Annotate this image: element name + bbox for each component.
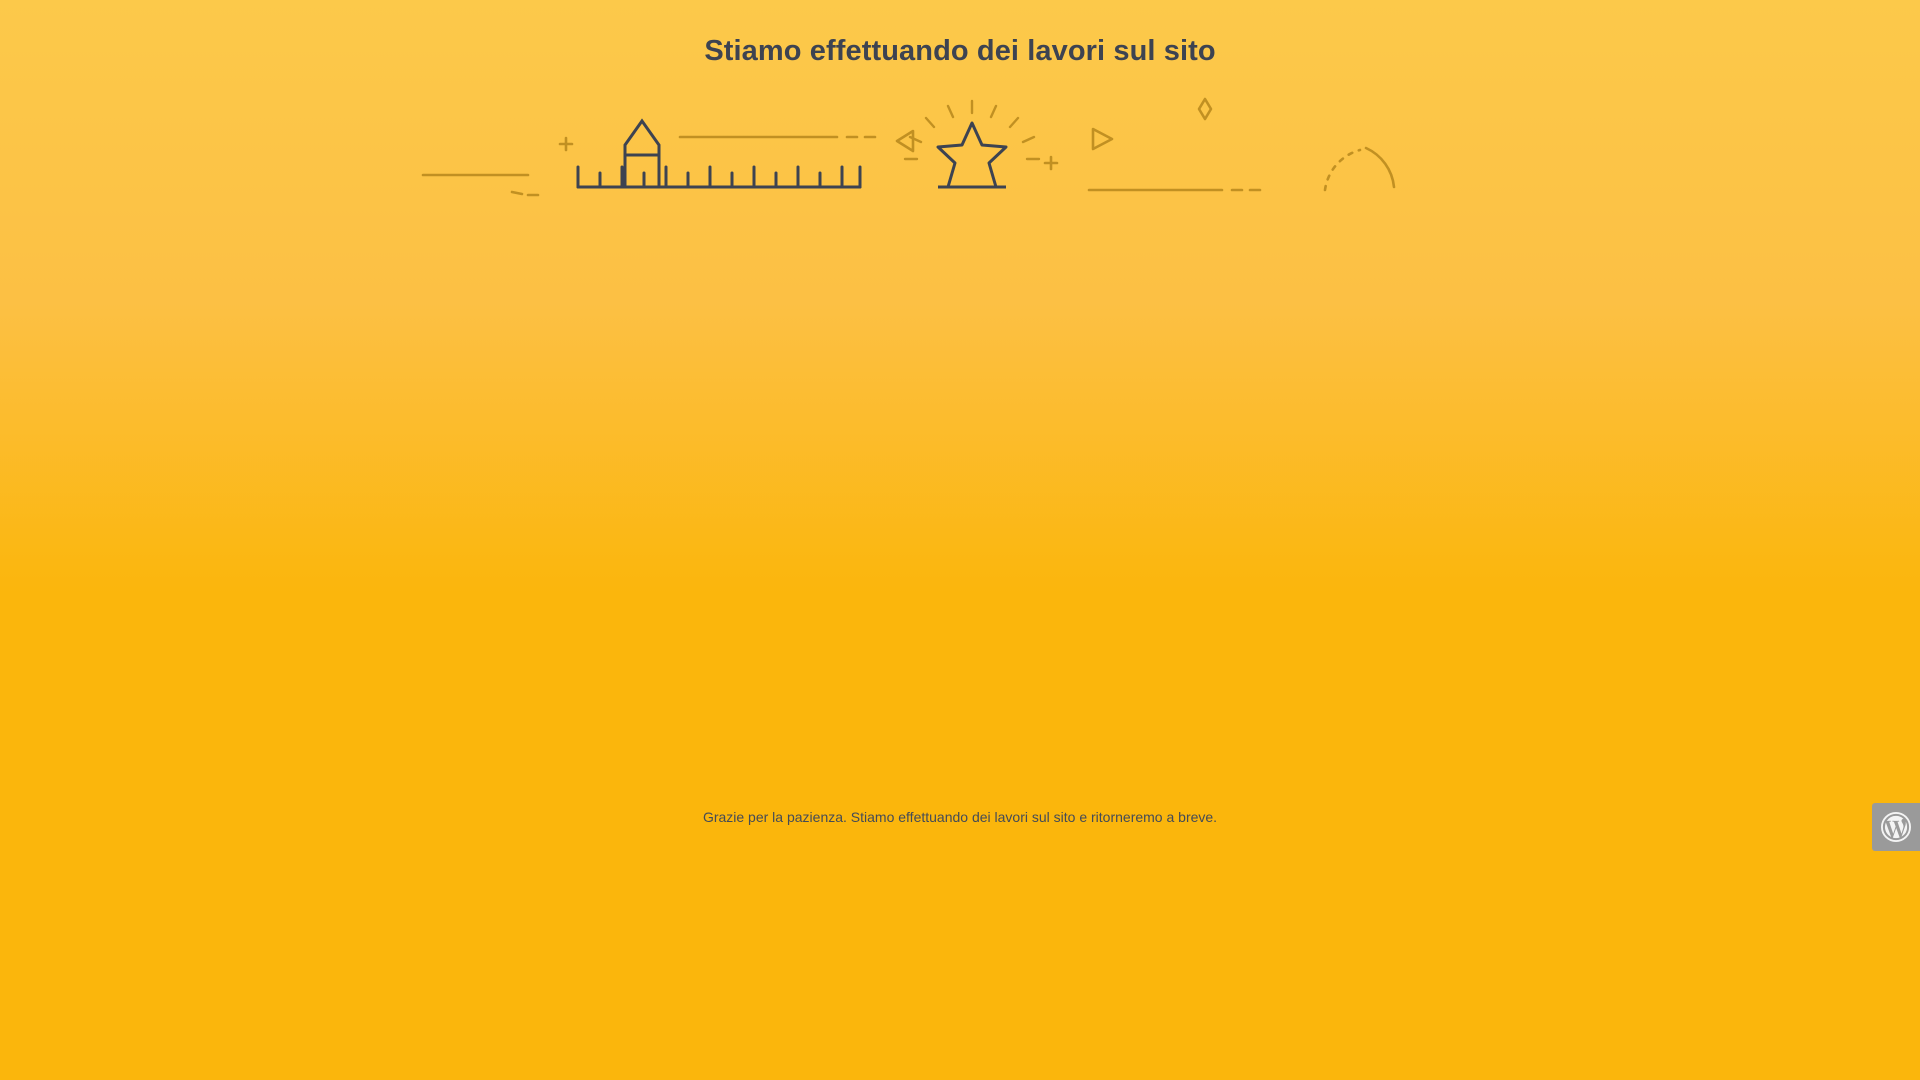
wordpress-icon-glyph — [1881, 812, 1911, 842]
construction-illustration-graphic — [360, 95, 1560, 215]
page-title: Stiamo effettuando dei lavori sul sito — [704, 35, 1216, 68]
wordpress-icon — [1881, 812, 1911, 842]
footer-message: Grazie per la pazienza. Stiamo effettuando dei lavori sul sito e ritorneremo a breve. — [702, 809, 1218, 825]
wordpress-logo-badge[interactable] — [1872, 803, 1920, 851]
maintenance-illustration — [0, 95, 1920, 235]
